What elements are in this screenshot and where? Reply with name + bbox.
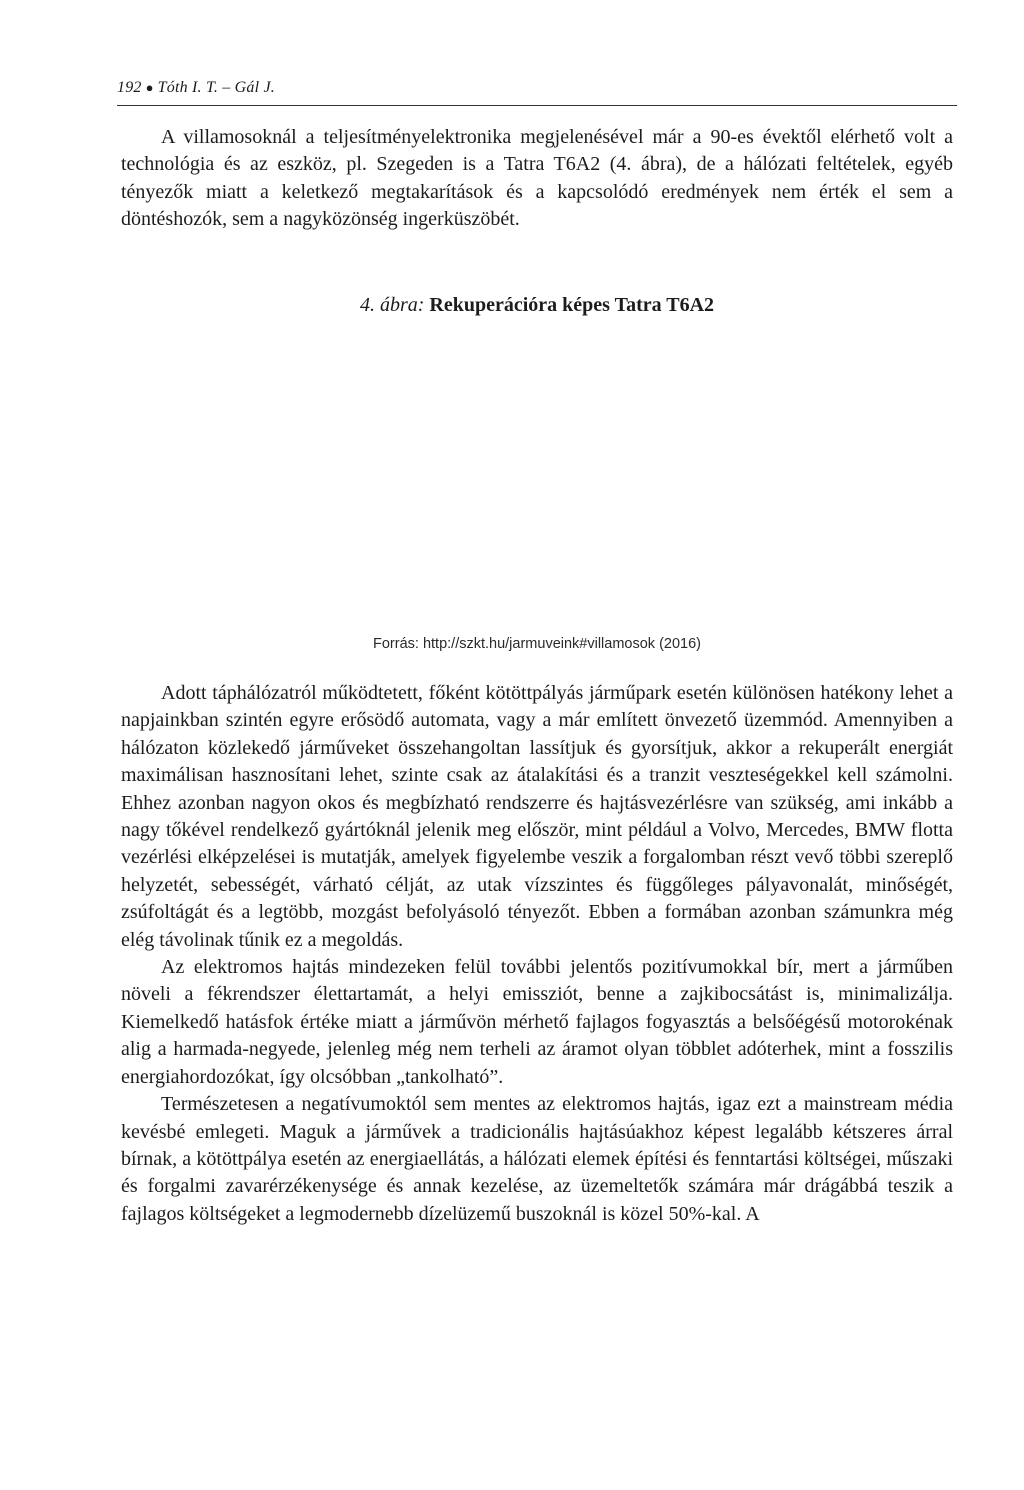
figure-label: 4. ábra: <box>359 294 425 316</box>
bullet-separator-icon: ● <box>145 80 154 95</box>
figure-title: Rekuperációra képes Tatra T6A2 <box>429 294 715 316</box>
header-rule <box>117 105 957 106</box>
body-text <box>121 680 953 1228</box>
body-paragraph-3: Természetesen a negatívumoktól sem mentes az elektromos hajtás, igaz ezt a mainstream média kevésbé emlegeti. Maguk a járművek a tradicionális hajtásúakhoz képest legalább kétszeres árral bírnak, a kötöttpálya esetén az energiaellátás, a hálózati elemek építési és fenntartási költségei, műszaki és forgalmi zavarérzékenysége és annak kezelése, az üzemeltetők számára már drágábbá teszik a fajlagos költségeket a legmodernebb dízelüzemű buszoknál is közel 50%-kal. A <box>121 1093 953 1225</box>
figure-image-area <box>270 330 770 620</box>
body-paragraph-2: Az elektromos hajtás mindezeken felül további jelentős pozitívumokkal bír, mert a járműben növeli a fékrendszer élettartamát, a helyi emissziót, benne a zajkibocsátást is, minimalizálja. Kiemelkedő hatásfok értéke miatt a járművön mérhető fajlagos fogyasztás a belsőégésű motorokénak alig a harmada-negyede, jelenleg még nem terheli az áramot olyan többlet adóterhek, mint a fosszilis energiahordozókat, így olcsóbban „tankolható”. <box>121 956 953 1088</box>
running-header <box>117 79 957 97</box>
intro-text <box>121 124 953 234</box>
figure-caption <box>121 292 953 319</box>
body-paragraph-1: Adott táphálózatról működtetett, főként kötöttpályás járműpark esetén különösen hatékony lehet a napjainkban szintén egyre erősödő automata, vagy a már említett önvezető üzemmód. Amennyiben a hálózaton közlekedő járműveket összehangoltan lassítjuk és gyorsítjuk, akkor a rekuperált energiát maximálisan hasznosítani lehet, szinte csak az átalakítási és a tranzit veszteségekkel kell számolni. Ehhez azonban nagyon okos és megbízható rendszerre és hajtásvezérlésre van szükség, ami inkább a nagy tőkével rendelkező gyártóknál jelenik meg először, mint például a Volvo, Mercedes, BMW flotta vezérlési elképzelései is mutatják, amelyek figyelembe veszik a forgalomban részt vevő többi szereplő helyzetét, sebességét, várható célját, az utak vízszintes és függőleges pályavonalát, minőségét, zsúfoltágát és a legtöbb, mozgást befolyásoló tényezőt. Ebben a formában azonban számunkra még elég távolinak tűnik ez a megoldás. <box>121 682 953 951</box>
page-number: 192 <box>117 79 142 96</box>
intro-paragraph: A villamosoknál a teljesítményelektronika megjelenésével már a 90-es évektől elérhető volt a technológia és az eszköz, pl. Szegeden is a Tatra T6A2 (4. ábra), de a hálózati feltételek, egyéb tényezők miatt a keletkező megtakarítások és a kapcsolódó eredmények nem érték el sem a döntéshozók, sem a nagyközönség ingerküszöbét. <box>121 126 953 231</box>
header-authors: Tóth I. T. – Gál J. <box>157 79 275 96</box>
figure-source: Forrás: http://szkt.hu/jarmuveink#villamosok (2016) <box>373 636 701 652</box>
